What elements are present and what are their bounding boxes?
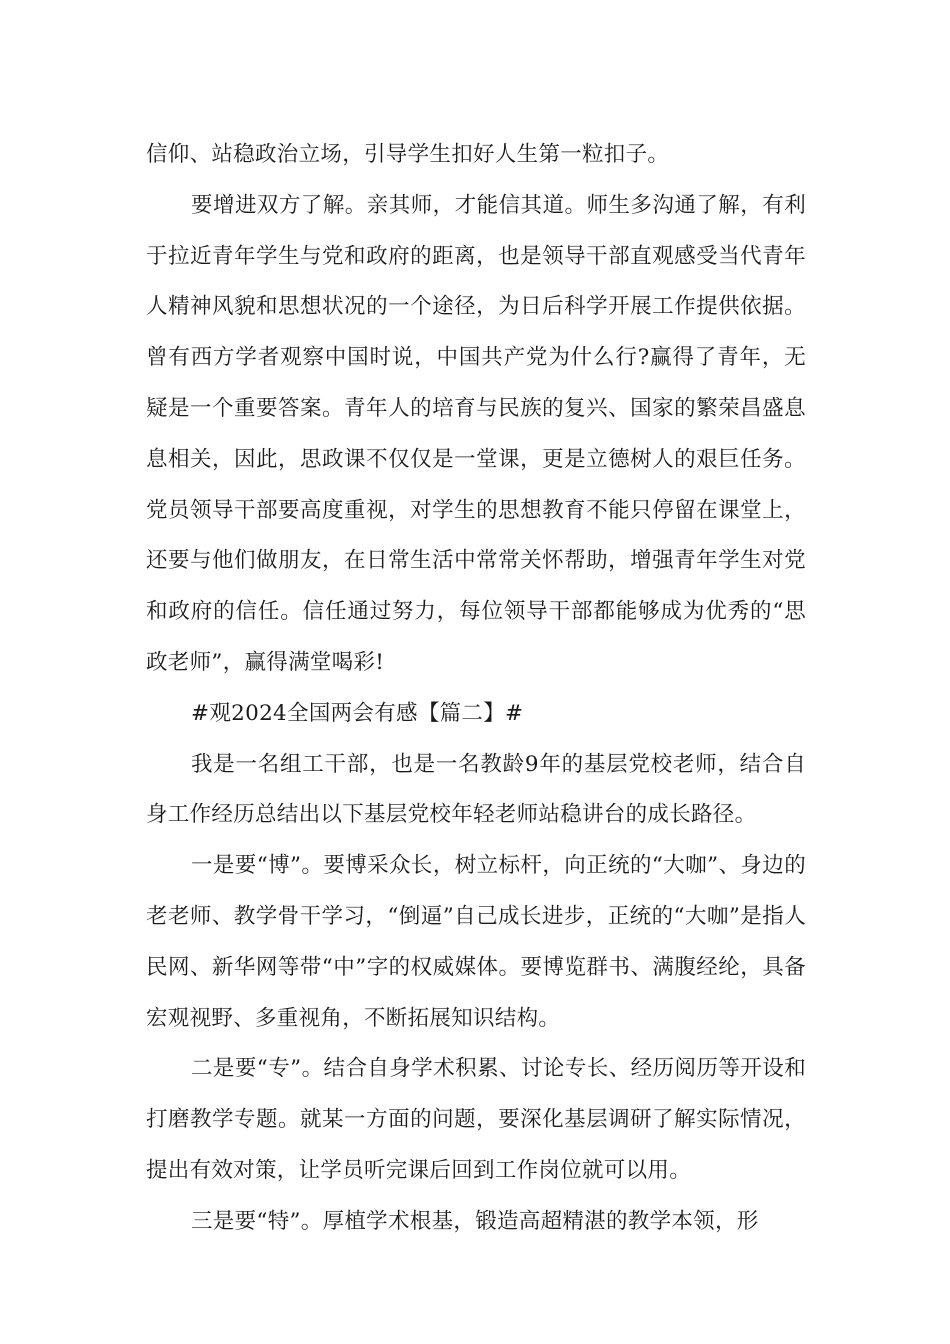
paragraph-5: 二是要“专”。结合自身学术积累、讨论专长、经历阅历等开设和打磨教学专题。就某一方面的问题，要深化基层调研了解实际情况，提出有效对策，让学员听完课后回到工作岗位就可以用。 bbox=[146, 1056, 806, 1183]
paragraph-6: 三是要“特”。厚植学术根基，锻造高超精湛的教学本领，形 bbox=[191, 1208, 759, 1234]
section-heading: #观2024全国两会有感【篇二】# bbox=[191, 700, 524, 726]
document-body bbox=[146, 130, 806, 1248]
paragraph-2: 要增进双方了解。亲其师，才能信其道。师生多沟通了解，有利于拉近青年学生与党和政府的距离，也是领导干部直观感受当代青年人精神风貌和思想状况的一个途径，为日后科学开展工作提供依据。曾有西方学者观察中国时说，中国共产党为什么行?赢得了青年，无疑是一个重要答案。青年人的培育与民族的复兴、国家的繁荣昌盛息息相关，因此，思政课不仅仅是一堂课，更是立德树人的艰巨任务。党员领导干部要高度重视，对学生的思想教育不能只停留在课堂上，还要与他们做朋友，在日常生活中常常关怀帮助，增强青年学生对党和政府的信任。信任通过努力，每位领导干部都能够成为优秀的“思政老师”，赢得满堂喝彩! bbox=[146, 192, 806, 675]
paragraph-3: 我是一名组工干部，也是一名教龄9年的基层党校老师，结合自身工作经历总结出以下基层党校年轻老师站稳讲台的成长路径。 bbox=[146, 751, 806, 828]
paragraph-1: 信仰、站稳政治立场，引导学生扣好人生第一粒扣子。 bbox=[146, 142, 670, 167]
paragraph-4: 一是要“博”。要博采众长，树立标杆，向正统的“大咖”、身边的老老师、教学骨干学习，“倒逼”自己成长进步，正统的“大咖”是指人民网、新华网等带“中”字的权威媒体。要博览群书、满腹经纶，具备宏观视野、多重视角，不断拓展知识结构。 bbox=[146, 853, 806, 1031]
